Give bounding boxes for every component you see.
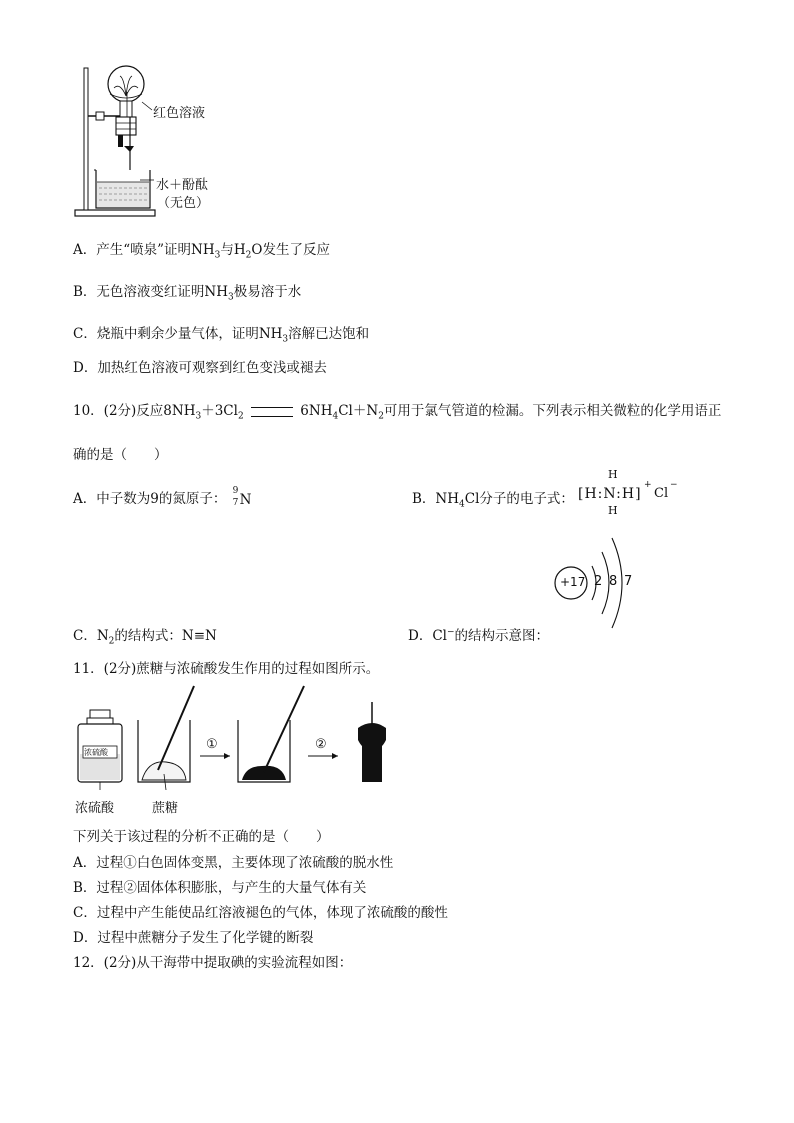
reaction-equals-sign bbox=[251, 407, 293, 417]
mass-number: 9 bbox=[232, 485, 239, 496]
step-1-marker: ① bbox=[206, 737, 218, 752]
q11-option-c[interactable]: C．过程中产生能使品红溶液褪色的气体，体现了浓硫酸的酸性 bbox=[73, 905, 448, 921]
q10-option-a[interactable] bbox=[73, 487, 253, 508]
q10-stem-part4: Cl＋N bbox=[338, 403, 379, 419]
chloride-symbol: Cl bbox=[654, 486, 669, 501]
chloride-charge: − bbox=[670, 480, 678, 490]
bottle-label: 浓硫酸 bbox=[84, 748, 108, 757]
q10-stem-line1: 10．(2分)反应$8NH_3+3Cl_2$ $6NH_4Cl+N_2$可用于氯气管道的检漏。下列表示相关微粒的化学用语正 bbox=[73, 403, 722, 422]
sugar-caption: 蔗糖 bbox=[152, 801, 179, 816]
q9-option-a[interactable]: A．产生“喷泉”证明$NH_3$与$H_2O$发生了反应 bbox=[73, 242, 330, 261]
top-hydrogen: H bbox=[608, 468, 618, 481]
q9-option-d[interactable]: D．加热红色溶液可观察到红色变浅或褪去 bbox=[73, 360, 327, 376]
q10-option-c-text2: 的结构式：N≡N bbox=[114, 628, 217, 644]
sucrose-reaction-figure bbox=[72, 684, 402, 794]
bottle-caption: 浓硫酸 bbox=[75, 801, 115, 816]
q10-option-c-text1: C．N bbox=[73, 628, 109, 644]
q10-stem-part1: 10．(2分)反应8NH bbox=[73, 403, 196, 419]
q10-option-b-text1: B．NH bbox=[412, 491, 460, 507]
q11-option-d[interactable]: D．过程中蔗糖分子发生了化学键的断裂 bbox=[73, 930, 314, 946]
q11-option-b[interactable]: B．过程②固体体积膨胀，与产生的大量气体有关 bbox=[73, 880, 367, 896]
nucleus-charge: +17 bbox=[560, 575, 586, 589]
shell-1-electrons: 2 bbox=[594, 574, 603, 589]
q9-option-a-text1: A．产生“喷泉”证明NH bbox=[73, 242, 215, 258]
q9-option-c-text1: C．烧瓶中剩余少量气体，证明NH bbox=[73, 326, 283, 342]
bottom-hydrogen: H bbox=[608, 504, 618, 517]
shell-3-electrons: 7 bbox=[624, 574, 633, 589]
q11-option-a[interactable]: A．过程①白色固体变黑，主要体现了浓硫酸的脱水性 bbox=[73, 855, 394, 871]
q10-stem-line2: 确的是（ ） bbox=[73, 447, 168, 463]
atomic-number: 7 bbox=[232, 497, 239, 508]
q10-option-d-text1: D．Cl bbox=[408, 628, 447, 644]
q10-option-a-text: A．中子数为9的氮原子： bbox=[73, 491, 227, 507]
q10-option-b[interactable]: B．$NH_4Cl$分子的电子式： bbox=[412, 491, 574, 510]
q10-option-d[interactable] bbox=[408, 624, 549, 644]
q10-option-c[interactable]: C．$N_2$的结构式：N≡N bbox=[73, 628, 217, 647]
q10-option-d-text2: 的结构示意图： bbox=[454, 628, 550, 644]
q10-stem-part3: 6NH bbox=[300, 403, 333, 419]
q11-question: 下列关于该过程的分析不正确的是（ ） bbox=[73, 829, 330, 845]
q10-option-b-text2: Cl分子的电子式： bbox=[464, 491, 574, 507]
beaker-solution-label: 水＋酚酞 bbox=[156, 178, 209, 193]
q10-stem-part2: ＋3Cl bbox=[201, 403, 238, 419]
nuclide-symbol bbox=[231, 485, 253, 508]
q9-option-a-text2: 与H bbox=[220, 242, 246, 258]
ammonium-charge: + bbox=[644, 480, 652, 490]
q9-option-c-text2: 溶解已达饱和 bbox=[288, 326, 370, 342]
q9-option-b-text1: B．无色溶液变红证明NH bbox=[73, 284, 229, 300]
step-2-marker: ② bbox=[315, 737, 327, 752]
q9-option-c[interactable]: C．烧瓶中剩余少量气体，证明$NH_3$溶解已达饱和 bbox=[73, 326, 370, 345]
q9-option-a-text3: O发生了反应 bbox=[251, 242, 330, 258]
nh4cl-electron-formula bbox=[578, 470, 688, 520]
q9-option-b[interactable]: B．无色溶液变红证明$NH_3$极易溶于水 bbox=[73, 284, 302, 303]
q10-option-d-charge: − bbox=[446, 627, 455, 638]
ammonium-bracket: [H:N:H] bbox=[578, 486, 642, 502]
q10-stem-part5: 可用于氯气管道的检漏。下列表示相关微粒的化学用语正 bbox=[383, 403, 722, 419]
shell-2-electrons: 8 bbox=[609, 574, 618, 589]
q9-option-b-text2: 极易溶于水 bbox=[233, 284, 302, 300]
q12-stem: 12．(2分)从干海带中提取碘的实验流程如图： bbox=[73, 955, 353, 971]
q11-stem: 11．(2分)蔗糖与浓硫酸发生作用的过程如图所示。 bbox=[73, 661, 380, 677]
flask-solution-label: 红色溶液 bbox=[153, 106, 206, 121]
element-symbol: N bbox=[239, 491, 252, 508]
beaker-note-label: （无色） bbox=[157, 196, 210, 211]
